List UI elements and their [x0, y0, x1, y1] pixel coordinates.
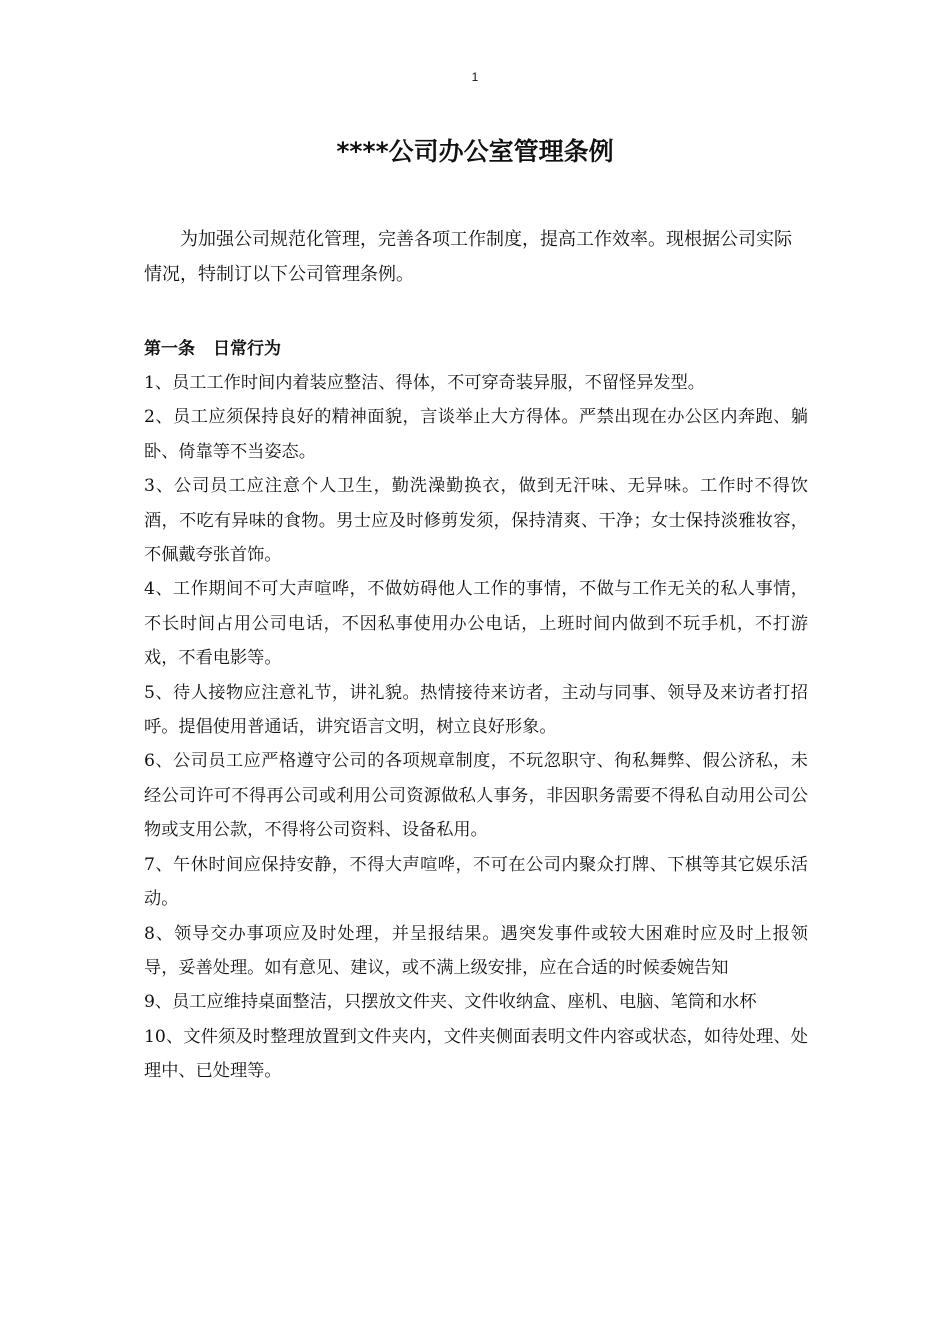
rules-list — [144, 366, 808, 1089]
page-number: 1 — [471, 70, 479, 84]
rule-item: 4、工作期间不可大声喧哗，不做妨碍他人工作的事情，不做与工作无关的私人事情，不长时间占用公司电话，不因私事使用办公电话，上班时间内做到不玩手机，不打游戏，不看电影等。 — [144, 579, 808, 669]
document-title: ****公司办公室管理条例 — [336, 137, 614, 166]
rule-item: 8、领导交办事项应及时处理，并呈报结果。遇突发事件或较大困难时应及时上报领导，妥善处理。如有意见、建议，或不满上级安排，应在合适的时候委婉告知 — [144, 923, 808, 978]
rule-item: 7、午休时间应保持安静，不得大声喧哗，不可在公司内聚众打牌、下棋等其它娱乐活动。 — [144, 854, 808, 910]
section-heading — [144, 332, 808, 366]
rule-item: 1、员工工作时间内着装应整洁、得体，不可穿奇装异服，不留怪异发型。 — [144, 373, 705, 393]
section-name: 日常行为 — [213, 339, 281, 359]
intro-paragraph: 为加强公司规范化管理，完善各项工作制度，提高工作效率。现根据公司实际情况，特制订以下公司管理条例。 — [144, 229, 792, 285]
rule-item: 5、待人接物应注意礼节，讲礼貌。热情接待来访者，主动与同事、领导及来访者打招呼。提倡使用普通话，讲究语言文明，树立良好形象。 — [144, 682, 808, 738]
rule-item: 2、员工应须保持良好的精神面貌，言谈举止大方得体。严禁出现在办公区内奔跑、躺卧、倚靠等不当姿态。 — [144, 407, 808, 462]
rule-item: 6、公司员工应严格遵守公司的各项规章制度，不玩忽职守、徇私舞弊、假公济私，未经公司许可不得再公司或利用公司资源做私人事务，非因职务需要不得私自动用公司公物或支用公款，不得将公司资料、设备私用。 — [144, 751, 808, 841]
rule-item: 10、文件须及时整理放置到文件夹内，文件夹侧面表明文件内容或状态，如待处理、处理中、已处理等。 — [144, 1026, 808, 1082]
rule-item: 3、公司员工应注意个人卫生，勤洗澡勤换衣，做到无汗味、无异味。工作时不得饮酒，不吃有异味的食物。男士应及时修剪发须，保持清爽、干净；女士保持淡雅妆容，不佩戴夸张首饰。 — [144, 476, 808, 566]
rule-item: 9、员工应维持桌面整洁，只摆放文件夹、文件收纳盒、座机、电脑、笔筒和水杯 — [144, 992, 757, 1013]
section-number: 第一条 — [144, 339, 195, 359]
